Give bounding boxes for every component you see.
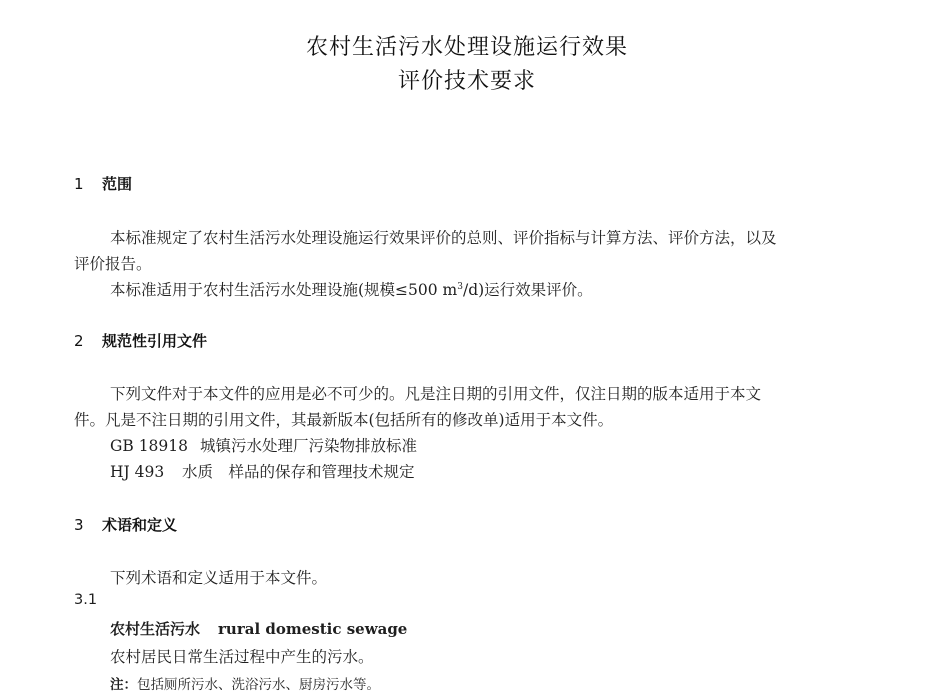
reference-title: 水质 样品的保存和管理技术规定 [182,463,415,481]
scope-applicability [110,278,593,300]
applicability-text-pre: 本标准适用于农村生活污水处理设施(规模≤500 m [110,281,458,299]
term-heading [110,618,407,639]
section-title: 术语和定义 [102,516,178,534]
document-title-line-2: 评价技术要求 [397,69,536,94]
scope-paragraph-line-2: 评价报告。 [74,255,152,273]
section-number: 3 [74,516,84,534]
cubic-superscript: 3 [457,281,463,292]
document-title-line-1: 农村生活污水处理设施运行效果 [305,35,628,60]
section-3-heading [74,514,177,535]
section-number: 1 [74,175,84,193]
note-text: 包括厕所污水、洗浴污水、厨房污水等。 [137,677,380,693]
reference-item [110,460,415,482]
term-chinese: 农村生活污水 [110,620,201,638]
section-2-heading [74,330,207,351]
references-paragraph-line-1: 下列文件对于本文件的应用是必不可少的。凡是注日期的引用文件，仅注日期的版本适用于本文 [110,385,762,403]
note-label: 注： [110,677,137,693]
term-number: 3.1 [74,592,98,608]
references-paragraph-line-2: 件。凡是不注日期的引用文件，其最新版本(包括所有的修改单)适用于本文件。 [74,411,614,429]
terms-intro: 下列术语和定义适用于本文件。 [110,569,328,587]
section-number: 2 [74,332,84,350]
reference-item [110,434,417,456]
section-1-heading [74,173,132,194]
term-note [110,673,380,693]
reference-title: 城镇污水处理厂污染物排放标准 [200,437,418,455]
scope-paragraph-line-1: 本标准规定了农村生活污水处理设施运行效果评价的总则、评价指标与计算方法、评价方法，以及 [110,229,777,247]
section-title: 范围 [102,175,133,193]
reference-code: GB 18918 [110,437,189,455]
applicability-text-post: /d)运行效果评价。 [462,281,593,299]
term-definition: 农村居民日常生活过程中产生的污水。 [110,648,374,666]
term-english: rural domestic sewage [218,620,408,638]
reference-code: HJ 493 [110,463,165,481]
section-title: 规范性引用文件 [102,332,208,350]
